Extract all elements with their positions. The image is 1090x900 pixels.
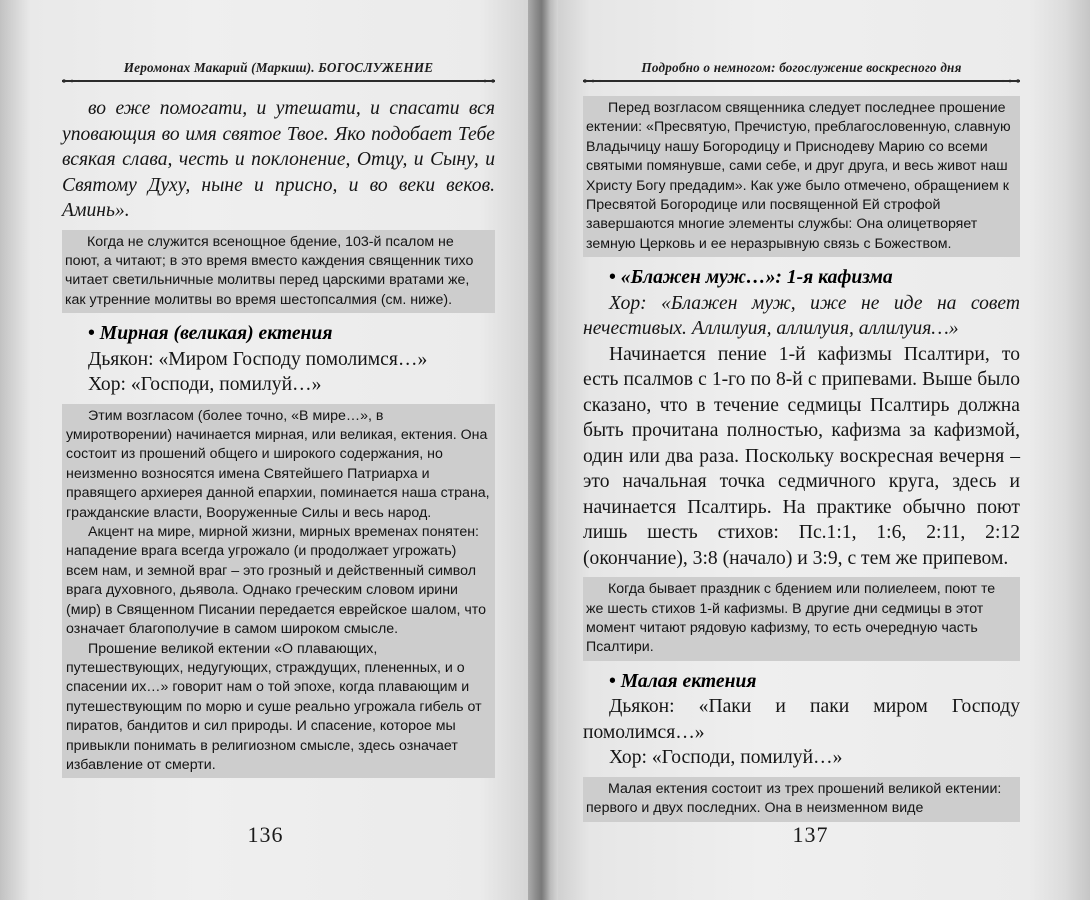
left-running-head-text: Иеромонах Макарий (Маркиш). БОГОСЛУЖЕНИЕ	[123, 60, 434, 75]
right-page-content	[583, 60, 1020, 826]
right-running-head-text: Подробно о немногом: богослужение воскресного дня	[641, 60, 962, 75]
left-page	[0, 0, 543, 900]
note-litany-explanation: Этим возгласом (более точно, «В мире…», в умиротворении) начинается мирная, или великая, ектения. Она состоит из прошений общего и широкого содержания, но неизменно возносятся имена Святейшего Патриарха и правящего архиерея данной епархии, поминается наша страна, гражданские власти, Вооруженные Силы и весь народ.	[66, 407, 490, 521]
dialog-choir-blessed-man: Хор: «Блажен муж, иже не иде на совет нечестивых. Аллилуия, аллилуия, аллилуия…»	[583, 292, 1020, 340]
note-final-petition: Перед возгласом священника следует последнее прошение ектении: «Пресвятую, Пречистую, преблагословенную, славную Владычицу нашу Богородицу и Приснодеву Марию со всеми святыми помянувше, сами себе, и друг друга, и весь живот наш Христу Богу предадим». Как уже было отмечено, обращением к Пресвятой Богородице или посвященной Ей строфой завершаются многие элементы службы: Она олицетворяет земную Церковь и ее неразрывную связь с Божеством.	[583, 96, 1020, 257]
note-feast-kathisma: Когда бывает праздник с бдением или полиелеем, поют те же шесть стихов 1-й кафизмы. В другие дни седмицы в этот момент читают рядовую кафизму, то есть очередную часть Псалтири.	[583, 577, 1020, 661]
left-page-number: 136	[247, 822, 284, 847]
paragraph-first-kathisma: Начинается пение 1-й кафизмы Псалтири, то есть псалмов с 1-го по 8-й с припевами. Выше было сказано, что в течение седмицы Псалтирь должна быть прочитана полностью, кафизма за кафизмой, один или два раза. Поскольку воскресная вечерня – это начальная точка седмичного круга, здесь и начинается Псалтирь. На практике обычно поют лишь шесть стихов: Пс.1:1, 1:6, 2:11, 2:12 (окончание), 3:8 (начало) и 3:9, с тем же припевом.	[583, 343, 1020, 569]
note-group-left	[62, 404, 495, 779]
heading-great-litany: • Мирная (великая) ектения	[88, 323, 333, 345]
paragraph-prayer-continuation: во еже помогати, и утешати, и спасати вся уповающия во имя святое Твое. Яко подобает Тебе всякая слава, честь и поклонение, Отцу, и Сыну, и Святому Духу, ныне и присно, и во веки веков. Аминь».	[62, 98, 495, 221]
dialog-choir-small-litany: Хор: «Господи, помилуй…»	[609, 747, 843, 769]
heading-small-litany: • Малая ектения	[609, 670, 757, 692]
left-page-content	[62, 60, 495, 782]
note-small-litany-structure: Малая ектения состоит из трех прошений великой ектении: первого и двух последних. Она в неизменном виде	[583, 777, 1020, 822]
header-rule-right	[583, 80, 1020, 82]
dialog-deacon-small-litany: Дьякон: «Паки и паки миром Господу помолимся…»	[583, 696, 1020, 743]
note-travellers-petition: Прошение великой ектении «О плавающих, путешествующих, недугующих, страждущих, плененных, и о спасении их…» говорит нам о той эпохе, когда плавающим и путешествующим по морю и суше реально угрожала гибель от пиратов, бандитов и сил природы. И спасение, которое мы привыкли понимать в религиозном смысле, здесь означает избавление от смерти.	[66, 640, 482, 773]
heading-blessed-man-text: «Блажен муж…»: 1-я кафизма	[620, 267, 893, 289]
dialog-choir-line: Хор: «Господи, помилуй…»	[88, 374, 322, 396]
heading-great-litany-text: Мирная (великая) ектения	[99, 323, 333, 345]
heading-blessed-man: • «Блажен муж…»: 1-я кафизма	[609, 267, 893, 289]
header-rule-left	[62, 80, 495, 82]
right-page	[547, 0, 1090, 900]
dialog-deacon-line: Дьякон: «Миром Господу помолимся…»	[88, 348, 428, 370]
right-running-head	[583, 60, 1020, 90]
left-running-head	[62, 60, 495, 90]
note-psalm-103: Когда не служится всенощное бдение, 103-й псалом не поют, а читают; в это время вместо каждения священник тихо читает светильничные молитвы перед царскими вратами же, как утренние молитвы во время шестопсалмия (см. ниже).	[62, 230, 495, 314]
note-peace-accent: Акцент на мире, мирной жизни, мирных временах понятен: нападение врага всегда угрожало (и продолжает угрожать) всем нам, и земной враг – это грозный и действенный символ врага духовного, дьявола. Однако греческим словом ирини (мир) в Священном Писании передается еврейское шалом, что означает благополучие в самом широком смысле.	[66, 524, 486, 638]
heading-small-litany-text: Малая ектения	[620, 670, 757, 692]
right-page-number: 137	[792, 822, 829, 847]
